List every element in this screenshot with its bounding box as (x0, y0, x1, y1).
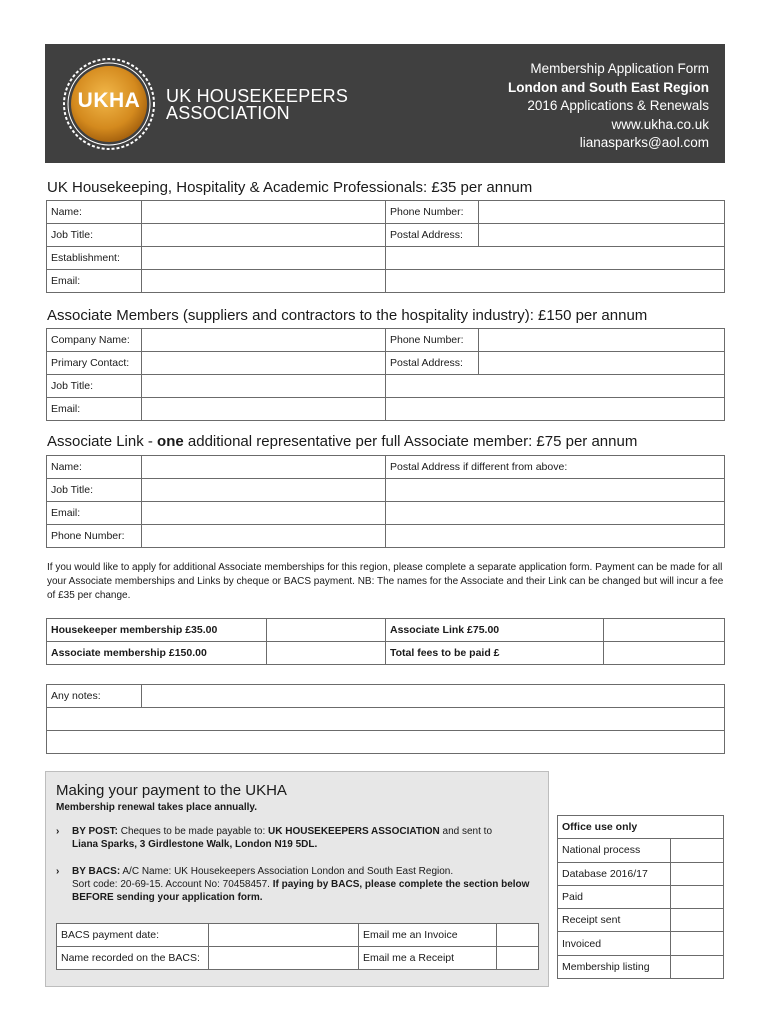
associate-link-fee-label: Associate Link £75.00 (386, 619, 604, 642)
postal-address-label: Postal Address if different from above: (386, 456, 725, 479)
fees-table (46, 618, 725, 665)
chevron-right-icon: › (56, 826, 60, 837)
notes-field-line[interactable] (47, 731, 725, 754)
email-field[interactable] (142, 398, 386, 421)
header-info (508, 60, 709, 153)
associate-fee-label: Associate membership £150.00 (47, 642, 267, 665)
office-row-field[interactable] (671, 885, 724, 908)
housekeeper-fee-field[interactable] (267, 619, 386, 642)
total-fees-field[interactable] (604, 642, 725, 665)
associate-link-table (46, 455, 725, 548)
name-field[interactable] (142, 201, 386, 224)
logo-wordmark (166, 88, 348, 122)
email-invoice-checkbox[interactable] (497, 924, 539, 947)
pay-by-bacs (56, 865, 536, 904)
payment-subheading: Membership renewal takes place annually. (56, 802, 258, 813)
associate-link-fee-field[interactable] (604, 619, 725, 642)
office-row-field[interactable] (671, 909, 724, 932)
primary-contact-label: Primary Contact: (47, 352, 142, 375)
establishment-label: Establishment: (47, 247, 142, 270)
bacs-date-label: BACS payment date: (57, 924, 209, 947)
payee-name: UK HOUSEKEEPERS ASSOCIATION (268, 826, 440, 837)
bacs-text: A/C Name: UK Housekeepers Association London and South East Region. (120, 866, 454, 877)
payment-instructions-panel (45, 771, 549, 987)
phone-field[interactable] (142, 525, 386, 548)
email-receipt-label: Email me a Receipt (359, 947, 497, 970)
bacs-date-field[interactable] (209, 924, 359, 947)
postal-address-continued[interactable] (386, 375, 725, 398)
office-row-field[interactable] (671, 862, 724, 885)
bacs-name-label: Name recorded on the BACS: (57, 947, 209, 970)
job-title-field[interactable] (142, 375, 386, 398)
logo-line-1: UK HOUSEKEEPERS (166, 86, 349, 106)
email-field[interactable] (142, 502, 386, 525)
phone-label: Phone Number: (386, 329, 479, 352)
office-row-field[interactable] (671, 932, 724, 955)
notes-field[interactable] (142, 685, 725, 708)
name-label: Name: (47, 201, 142, 224)
postal-address-field[interactable] (386, 502, 725, 525)
bacs-instruction: If paying by BACS, please complete the section below BEFORE sending your application form. (72, 879, 530, 903)
postal-address-label: Postal Address: (386, 352, 479, 375)
postal-address-continued[interactable] (386, 398, 725, 421)
email-label: Email: (47, 270, 142, 293)
bacs-details-table (56, 923, 539, 970)
website-link[interactable]: www.ukha.co.uk (611, 116, 709, 132)
associate-link-heading (47, 433, 637, 450)
notes-table (46, 684, 725, 754)
notes-field-line[interactable] (47, 708, 725, 731)
heading-prefix: Associate Link - (47, 433, 158, 450)
email-field[interactable] (142, 270, 386, 293)
professionals-heading: UK Housekeeping, Hospitality & Academic Professionals: £35 per annum (47, 179, 533, 196)
contact-email-link[interactable]: lianasparks@aol.com (579, 135, 709, 150)
office-row-field[interactable] (671, 955, 724, 978)
heading-emphasis: one (157, 433, 184, 450)
office-row-label: Receipt sent (558, 909, 671, 932)
professionals-table (46, 200, 725, 293)
associate-heading: Associate Members (suppliers and contractors to the hospitality industry): £150 per annum (47, 307, 648, 324)
housekeeper-fee-label: Housekeeper membership £35.00 (47, 619, 267, 642)
job-title-field[interactable] (142, 224, 386, 247)
postal-address-continued[interactable] (386, 270, 725, 293)
form-year: 2016 Applications & Renewals (527, 98, 709, 113)
logo-line-2: ASSOCIATION (166, 103, 290, 123)
establishment-field[interactable] (142, 247, 386, 270)
email-label: Email: (47, 398, 142, 421)
notes-label: Any notes: (47, 685, 142, 708)
job-title-label: Job Title: (47, 224, 142, 247)
job-title-label: Job Title: (47, 479, 142, 502)
post-address: Liana Sparks, 3 Girdlestone Walk, London N19 5DL. (72, 839, 318, 850)
office-row-label: National process (558, 839, 671, 862)
pay-by-post (56, 825, 536, 851)
bank-details: Sort code: 20-69-15. Account No: 70458457. (72, 879, 273, 890)
region-name: London and South East Region (508, 79, 709, 95)
postal-address-field[interactable] (479, 224, 725, 247)
office-row-label: Invoiced (558, 932, 671, 955)
company-name-label: Company Name: (47, 329, 142, 352)
logo-badge-text: UKHA (77, 89, 141, 112)
postal-address-field[interactable] (386, 525, 725, 548)
name-field[interactable] (142, 456, 386, 479)
postal-address-label: Postal Address: (386, 224, 479, 247)
payment-heading: Making your payment to the UKHA (56, 782, 287, 799)
bacs-label: BY BACS: (72, 866, 121, 877)
associate-table (46, 328, 725, 421)
office-row-label: Database 2016/17 (558, 862, 671, 885)
post-text: Cheques to be made payable to: (117, 826, 269, 837)
postal-address-field[interactable] (479, 352, 725, 375)
company-name-field[interactable] (142, 329, 386, 352)
postal-address-field[interactable] (386, 479, 725, 502)
postal-address-continued[interactable] (386, 247, 725, 270)
job-title-label: Job Title: (47, 375, 142, 398)
phone-label: Phone Number: (386, 201, 479, 224)
header-banner (45, 44, 725, 163)
email-label: Email: (47, 502, 142, 525)
job-title-field[interactable] (142, 479, 386, 502)
office-use-title: Office use only (558, 816, 724, 839)
name-label: Name: (47, 456, 142, 479)
office-use-table (557, 815, 724, 979)
post-text-2: and sent to (439, 826, 493, 837)
heading-suffix: additional representative per full Associate member: £75 per annum (183, 433, 638, 450)
post-label: BY POST: (72, 826, 118, 837)
chevron-right-icon: › (56, 866, 60, 877)
office-row-field[interactable] (671, 839, 724, 862)
phone-field[interactable] (479, 329, 725, 352)
primary-contact-field[interactable] (142, 352, 386, 375)
total-fees-label: Total fees to be paid £ (386, 642, 604, 665)
email-invoice-label: Email me an Invoice (359, 924, 497, 947)
form-title: Membership Application Form (530, 61, 709, 76)
office-row-label: Membership listing (558, 955, 671, 978)
associate-fee-field[interactable] (267, 642, 386, 665)
email-receipt-checkbox[interactable] (497, 947, 539, 970)
additional-memberships-note: If you would like to apply for additional Associate memberships for this region, please complete a separate application form. Payment can be made for all your Associate memberships and Links by cheque or BACS payment. NB: The names for the Associate and their Link can be changed but will incur a fee of £35 per change. (47, 562, 724, 601)
bacs-name-field[interactable] (209, 947, 359, 970)
office-row-label: Paid (558, 885, 671, 908)
phone-field[interactable] (479, 201, 725, 224)
phone-label: Phone Number: (47, 525, 142, 548)
